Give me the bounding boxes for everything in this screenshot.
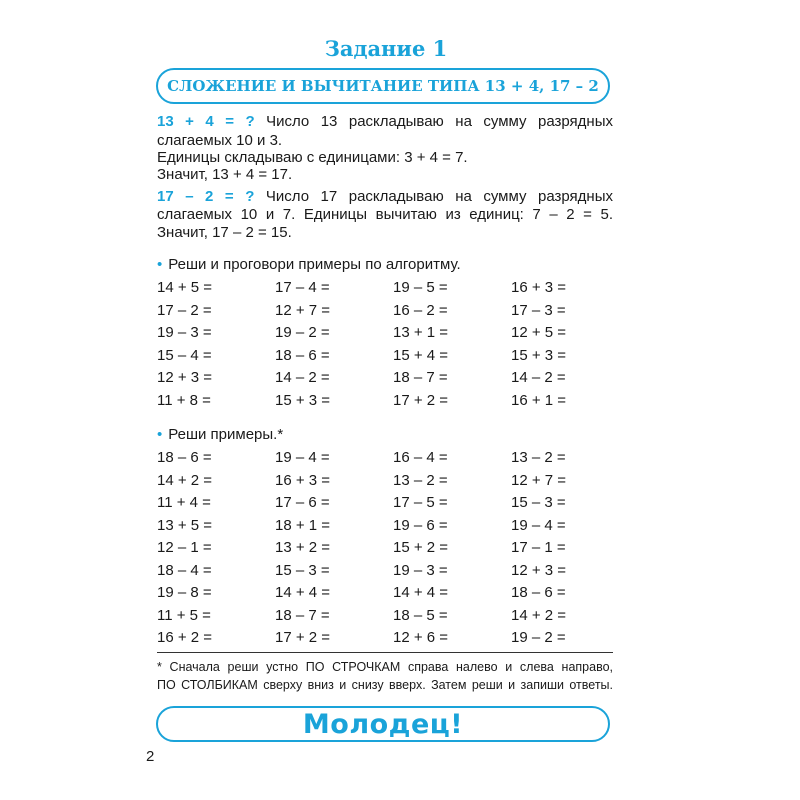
example-item: 18 – 4 =	[157, 561, 212, 579]
topic-text: СЛОЖЕНИЕ И ВЫЧИТАНИЕ ТИПА 13 + 4, 17 – 2	[167, 77, 599, 95]
example-item: 16 – 4 =	[393, 449, 448, 466]
task1-text: Реши и проговори примеры по алгоритму.	[168, 256, 461, 273]
example-item: 18 – 6 =	[511, 584, 566, 601]
explanation1-line1-text: Число 13 раскладываю на сумму разрядных	[254, 113, 613, 130]
task2-text: Реши примеры.*	[168, 426, 284, 443]
example-item: 13 – 2 =	[393, 471, 448, 489]
example-item: 16 + 3 =	[511, 279, 567, 296]
example-item: 13 + 1 =	[393, 324, 449, 341]
explanation1-line2: слагаемых 10 и 3.	[157, 132, 283, 149]
example-item: 19 – 2 =	[511, 629, 566, 646]
example-item: 14 + 4 =	[275, 584, 331, 601]
footnote-line1: * Сначала реши устно ПО СТРОЧКАМ справа налево и слева направо,	[157, 660, 613, 674]
praise-banner	[156, 706, 610, 742]
example-item: 17 + 2 =	[393, 391, 449, 409]
example-item: 18 – 7 =	[275, 606, 330, 624]
example-item: 18 – 7 =	[393, 369, 448, 386]
example-item: 17 + 2 =	[275, 629, 331, 646]
example-item: 19 – 3 =	[157, 324, 212, 341]
example-item: 15 + 3 =	[511, 346, 567, 364]
footnote-line2: ПО СТОЛБИКАМ сверху вниз и снизу вверх. Затем реши и запиши ответы.	[157, 678, 613, 692]
example-item: 17 – 3 =	[511, 301, 566, 319]
task-title: Задание 1	[324, 36, 448, 61]
example-item: 15 – 3 =	[275, 561, 330, 579]
example-item: 12 – 1 =	[157, 539, 212, 556]
example-item: 17 – 6 =	[275, 494, 330, 511]
explanation1-formula: 13 + 4 = ?	[157, 113, 255, 130]
example-item: 15 + 2 =	[393, 539, 449, 556]
example-item: 11 + 4 =	[157, 494, 211, 511]
bullet-icon: •	[157, 426, 163, 443]
example-item: 19 – 3 =	[393, 561, 448, 579]
example-item: 18 – 6 =	[157, 449, 212, 466]
explanation2-line3: Значит, 17 – 2 = 15.	[157, 224, 292, 241]
explanation2-line2: слагаемых 10 и 7. Единицы вычитаю из единиц: 7 – 2 = 5.	[157, 206, 613, 223]
explanation2-line1	[157, 187, 613, 206]
example-item: 12 + 7 =	[511, 471, 567, 489]
example-item: 17 – 4 =	[275, 279, 330, 296]
example-item: 13 + 5 =	[157, 516, 213, 534]
example-item: 15 – 3 =	[511, 494, 566, 511]
example-item: 14 + 2 =	[511, 606, 567, 624]
example-item: 15 + 4 =	[393, 346, 449, 364]
example-item: 17 – 1 =	[511, 539, 566, 556]
explanation1-line3: Единицы складываю с единицами: 3 + 4 = 7.	[157, 149, 468, 166]
explanation2-line1-text: Число 17 раскладываю на сумму разрядных	[254, 188, 613, 205]
example-item: 19 – 8 =	[157, 584, 212, 601]
example-item: 19 – 6 =	[393, 516, 448, 534]
example-item: 16 + 2 =	[157, 629, 213, 646]
example-item: 15 – 4 =	[157, 346, 212, 364]
example-item: 14 – 2 =	[511, 369, 566, 386]
example-item: 14 + 4 =	[393, 584, 449, 601]
example-item: 18 + 1 =	[275, 516, 331, 534]
example-item: 14 – 2 =	[275, 369, 330, 386]
example-item: 13 + 2 =	[275, 539, 331, 556]
example-item: 18 – 5 =	[393, 606, 448, 624]
example-item: 11 + 5 =	[157, 606, 211, 624]
example-item: 19 – 5 =	[393, 279, 448, 296]
example-item: 12 + 7 =	[275, 301, 331, 319]
example-item: 17 – 2 =	[157, 301, 212, 319]
example-item: 14 + 5 =	[157, 279, 213, 296]
praise-text: Молодец!	[302, 709, 464, 740]
example-item: 14 + 2 =	[157, 471, 213, 489]
example-item: 19 – 2 =	[275, 324, 330, 341]
task2-instruction	[157, 426, 283, 443]
task1-instruction	[157, 256, 461, 273]
footnote-divider	[157, 652, 613, 653]
example-item: 16 + 3 =	[275, 471, 331, 489]
example-item: 18 – 6 =	[275, 346, 330, 364]
example-item: 11 + 8 =	[157, 391, 211, 409]
explanation2-formula: 17 – 2 = ?	[157, 188, 255, 205]
page-number: 2	[146, 748, 155, 765]
example-item: 19 – 4 =	[511, 516, 566, 534]
example-item: 12 + 3 =	[157, 369, 213, 386]
example-item: 12 + 6 =	[393, 629, 449, 646]
example-item: 17 – 5 =	[393, 494, 448, 511]
bullet-icon: •	[157, 256, 163, 273]
explanation1-line4: Значит, 13 + 4 = 17.	[157, 166, 293, 183]
example-item: 19 – 4 =	[275, 449, 330, 466]
topic-banner	[156, 68, 610, 104]
example-item: 15 + 3 =	[275, 391, 331, 409]
explanation1-line1	[157, 112, 613, 131]
example-item: 12 + 5 =	[511, 324, 567, 341]
example-item: 12 + 3 =	[511, 561, 567, 579]
example-item: 16 – 2 =	[393, 301, 448, 319]
example-item: 16 + 1 =	[511, 391, 567, 409]
example-item: 13 – 2 =	[511, 449, 566, 466]
